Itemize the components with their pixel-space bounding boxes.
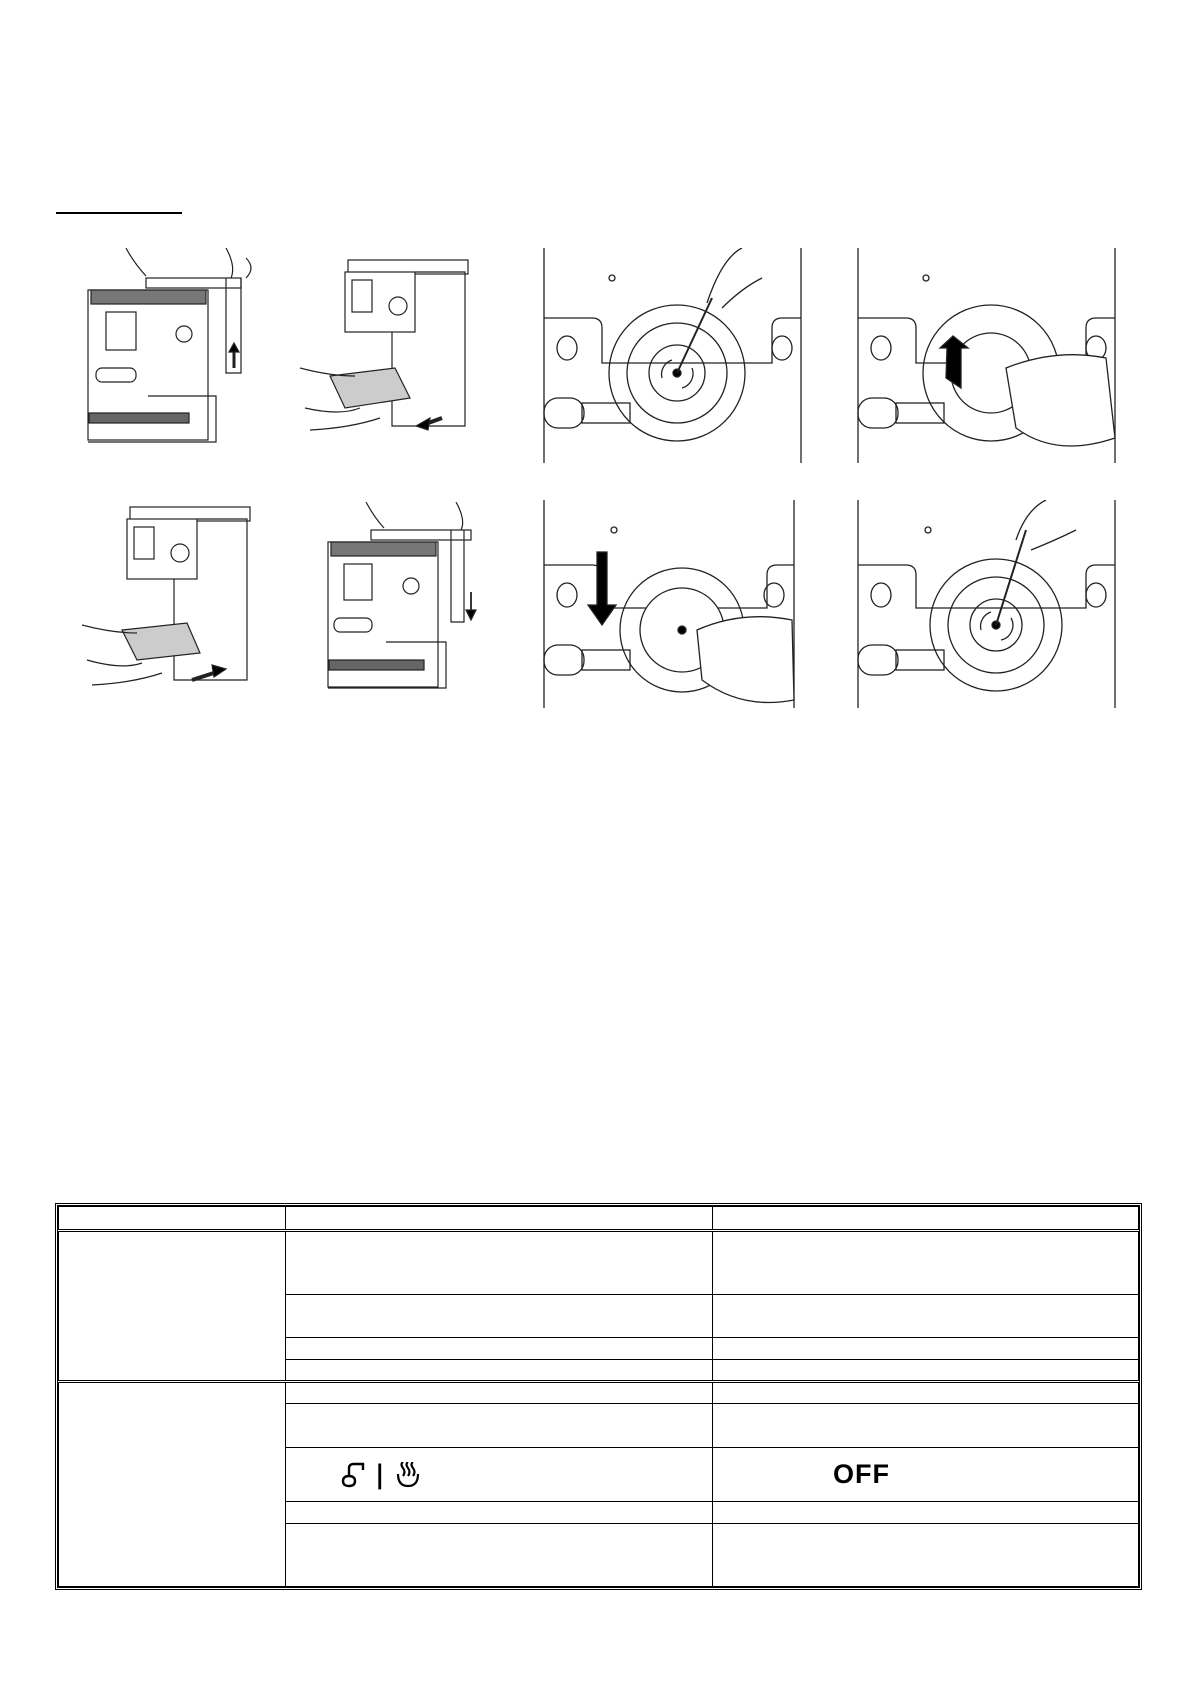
- figure-lift-water-tank: [86, 248, 262, 444]
- cause-cell: [286, 1524, 713, 1587]
- table-row: [59, 1382, 1139, 1404]
- solution-cell: [713, 1231, 1139, 1295]
- solution-cell: [713, 1338, 1139, 1360]
- symbol-separator: |: [375, 1459, 385, 1490]
- cause-cell: [286, 1231, 713, 1295]
- figure-remove-shower-screen: [856, 248, 1117, 463]
- header-solution: [713, 1207, 1139, 1231]
- solution-cell: [713, 1448, 1139, 1502]
- solution-cell: [713, 1502, 1139, 1524]
- figure-replace-shower-screen: [542, 500, 796, 708]
- cause-cell: [286, 1295, 713, 1338]
- figure-insert-water-tank: [326, 502, 484, 690]
- cause-cell: [286, 1360, 713, 1382]
- section-heading-underline: [56, 212, 182, 214]
- solution-cell: [713, 1360, 1139, 1382]
- cause-cell: [286, 1382, 713, 1404]
- figure-insert-drip-tray: [82, 505, 268, 690]
- cause-cell: [286, 1404, 713, 1448]
- figure-pull-out-drip-tray: [300, 258, 486, 436]
- cause-cell: [286, 1338, 713, 1360]
- steam-icon: [341, 1462, 365, 1488]
- cause-cell: [286, 1502, 713, 1524]
- header-cause: [286, 1207, 713, 1231]
- problem-cell: [59, 1382, 286, 1587]
- figure-unscrew-shower-screen: [542, 248, 803, 463]
- function-symbols: [341, 1459, 421, 1490]
- hot-water-icon: [395, 1462, 421, 1488]
- figure-screw-shower-screen: [856, 500, 1117, 708]
- problem-cell: [59, 1231, 286, 1382]
- solution-cell: [713, 1404, 1139, 1448]
- off-label: OFF: [833, 1459, 890, 1489]
- solution-cell: [713, 1295, 1139, 1338]
- troubleshooting-table: [55, 1203, 1142, 1590]
- table-header-row: [59, 1207, 1139, 1231]
- cause-cell: [286, 1448, 713, 1502]
- table-row: [59, 1231, 1139, 1295]
- solution-cell: [713, 1524, 1139, 1587]
- header-problem: [59, 1207, 286, 1231]
- solution-cell: [713, 1382, 1139, 1404]
